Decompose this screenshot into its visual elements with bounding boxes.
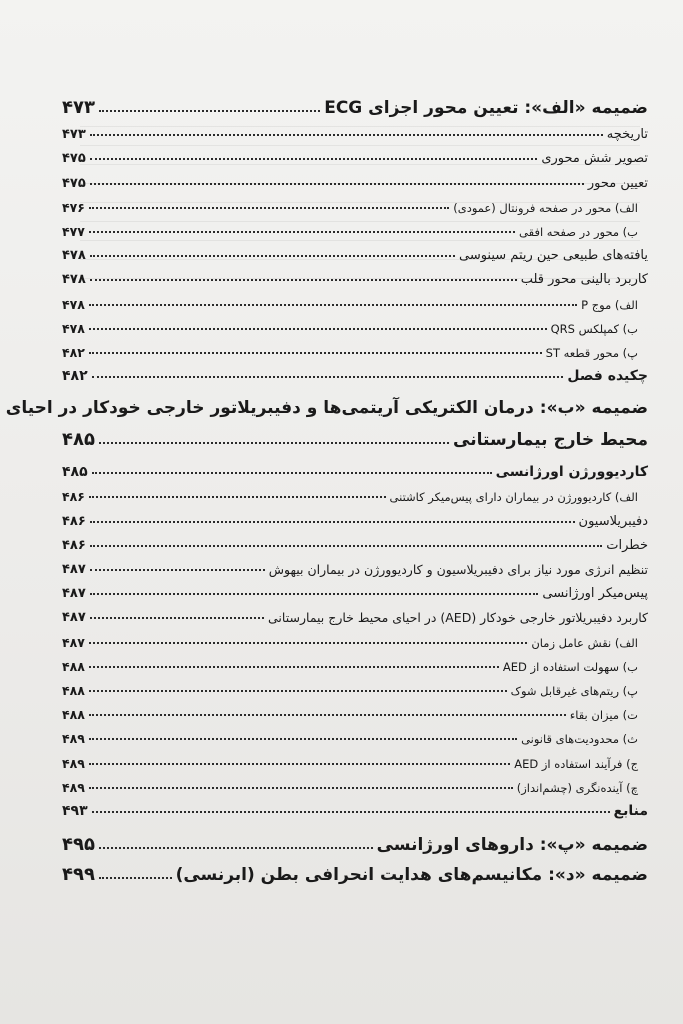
toc-entry-sub[interactable] [62,191,648,215]
table-of-contents [5,88,648,885]
dot-leader [89,689,507,692]
toc-entry-page: ۴۸۸ [62,658,85,674]
toc-entry-sub[interactable] [62,771,648,795]
toc-entry[interactable] [62,553,648,577]
toc-entry-sub[interactable] [62,698,648,722]
toc-entry-page: ۴۸۵ [62,429,95,451]
toc-entry-page: ۴۸۹ [62,731,85,747]
toc-entry-page: ۴۸۸ [62,682,85,698]
toc-entry-sub[interactable] [62,722,648,746]
toc-entry-sub[interactable] [62,746,648,770]
toc-entry-page: ۴۷۷ [62,223,85,239]
toc-entry-title: ث) محدودیت‌های قانونی [521,732,638,747]
toc-entry-title: کاربرد دفیبریلاتور خارجی خودکار (AED) در احیای محیط خارج بیمارستانی [268,610,648,626]
toc-entry-title: ضمیمه «د»: مکانیسم‌های هدایت انحرافی بطن (ابرنسی) [175,864,648,885]
toc-entry[interactable] [62,601,648,625]
toc-entry[interactable] [62,118,648,142]
toc-entry-page: ۴۹۵ [62,833,95,855]
toc-entry-page: ۴۸۹ [62,779,85,795]
toc-entry-page: ۴۷۸ [62,248,86,264]
toc-entry-page: ۴۸۷ [62,634,85,650]
toc-entry[interactable] [62,529,648,553]
toc-entry-title: تعیین محور [587,175,648,191]
dot-leader [92,471,492,474]
toc-entry-title: چ) آینده‌نگری (چشم‌انداز) [516,780,638,795]
toc-entry-page: ۴۸۸ [62,707,85,723]
toc-entry-appendix-b-line1[interactable] [5,388,648,419]
toc-entry[interactable] [62,263,648,287]
dot-leader [89,303,577,306]
dot-leader [90,616,264,619]
toc-entry-page: ۴۸۲ [62,368,88,385]
toc-entry-page: ۴۸۷ [62,610,86,626]
toc-entry-page: ۴۸۶ [62,489,85,505]
toc-entry-page: ۴۹۹ [62,863,95,885]
toc-entry-title: ب) محور در صفحه افقی [519,224,638,239]
dot-leader [99,441,449,444]
dot-leader [89,351,542,354]
toc-entry-page: ۴۷۸ [62,296,85,312]
dot-leader [90,544,602,547]
toc-entry-page: ۴۸۲ [62,344,85,360]
toc-entry-sub[interactable] [62,287,648,311]
toc-entry-page: ۴۸۶ [62,513,86,529]
toc-entry-page: ۴۷۳ [62,127,86,143]
toc-entry-page: ۴۸۶ [62,537,86,553]
toc-entry-title: کاربرد بالینی محور قلب [520,272,648,288]
dot-leader [89,713,566,716]
dot-leader [90,278,517,281]
dot-leader [89,495,386,498]
toc-entry-title: ضمیمه «پ»: داروهای اورژانسی [376,834,648,855]
toc-entry-page: ۴۹۳ [62,802,88,819]
toc-entry-page: ۴۷۸ [62,320,85,336]
toc-entry-title: کاردیوورژن اورژانسی [495,464,648,481]
toc-entry-title: ضمیمه «ب»: درمان الکتریکی آریتمی‌ها و دفیبریلاتور خارجی خودکار در احیای [5,398,648,419]
dot-leader [89,786,513,789]
toc-entry-appendix-a[interactable] [62,88,648,118]
toc-entry-title: ب) سهولت استفاده از AED [502,659,638,674]
dot-leader [89,737,517,740]
toc-entry-title: الف) محور در صفحه فرونتال (عمودی) [453,200,638,215]
dot-leader [99,846,373,849]
dot-leader [89,327,547,330]
toc-entry-appendix-d[interactable] [62,855,648,885]
dot-leader [89,230,515,233]
toc-entry-page: ۴۷۵ [62,151,86,167]
toc-entry-title: ضمیمه «الف»: تعیین محور اجزای ECG [324,98,648,118]
toc-entry-title: محیط خارج بیمارستانی [453,430,648,451]
toc-entry-page: ۴۷۳ [62,97,95,118]
dot-leader [90,520,575,523]
toc-entry[interactable] [62,456,648,480]
dot-leader [89,665,499,668]
toc-entry-title: ب) کمپلکس QRS [550,321,638,336]
dot-leader [92,375,564,378]
toc-entry-title: یافته‌های طبیعی حین ریتم سینوسی [458,248,648,264]
toc-entry-title: منابع [613,802,648,819]
toc-entry-title: الف) کاردیوورژن در بیماران دارای پیس‌میکر کاشتنی [389,490,638,505]
toc-entry-summary[interactable] [62,360,648,384]
toc-entry-title: دفیبریلاسیون [578,513,648,529]
dot-leader [90,568,265,571]
toc-entry-title: الف) نقش عامل زمان [531,635,638,650]
toc-entry-page: ۴۸۹ [62,755,85,771]
toc-entry[interactable] [62,239,648,263]
toc-entry-page: ۴۷۶ [62,199,85,215]
toc-entry-title: پ) محور قطعه ST [545,345,638,360]
toc-entry-title: تصویر شش محوری [541,151,648,167]
dot-leader [90,157,538,160]
dot-leader [90,182,584,185]
toc-entry-sub[interactable] [62,336,648,360]
dot-leader [90,133,603,136]
toc-entry-page: ۴۷۸ [62,272,86,288]
toc-entry-sub[interactable] [62,625,648,649]
toc-entry[interactable] [62,504,648,528]
toc-entry-title: تنظیم انرژی مورد نیاز برای دفیبریلاسیون و کاردیوورژن در بیماران بیهوش [268,562,648,577]
toc-entry-page: ۴۸۷ [62,586,86,602]
dot-leader [89,206,449,209]
toc-entry-title: ج) فرآیند استفاده از AED [514,756,638,771]
toc-entry-appendix-b-line2[interactable] [62,418,648,450]
toc-entry[interactable] [62,142,648,166]
toc-entry-appendix-c[interactable] [62,825,648,855]
dot-leader [92,810,610,813]
toc-entry-title: ت) میزان بقاء [569,708,638,723]
toc-entry-title: خطرات [606,537,648,553]
dot-leader [89,762,510,765]
toc-entry-title: پیس‌میکر اورژانسی [542,586,648,602]
toc-entry-page: ۴۷۵ [62,175,86,191]
toc-entry-title: چکیده فصل [567,368,648,385]
toc-entry-references[interactable] [62,795,648,819]
toc-entry-title: پ) ریتم‌های غیرقابل شوک [510,683,638,698]
dot-leader [90,592,539,595]
toc-entry-sub[interactable] [62,674,648,698]
toc-entry-page: ۴۸۵ [62,464,88,481]
dot-leader [99,876,172,879]
toc-entry-title: الف) موج P [581,297,638,312]
toc-entry-sub[interactable] [62,650,648,674]
toc-entry-sub[interactable] [62,480,648,504]
toc-entry-title: تاریخچه [606,127,648,143]
toc-entry-page: ۴۸۷ [62,562,86,577]
toc-entry[interactable] [62,166,648,190]
dot-leader [90,254,455,257]
toc-entry-sub[interactable] [62,312,648,336]
toc-entry-sub[interactable] [62,215,648,239]
toc-entry[interactable] [62,577,648,601]
dot-leader [89,641,527,644]
dot-leader [99,109,320,112]
